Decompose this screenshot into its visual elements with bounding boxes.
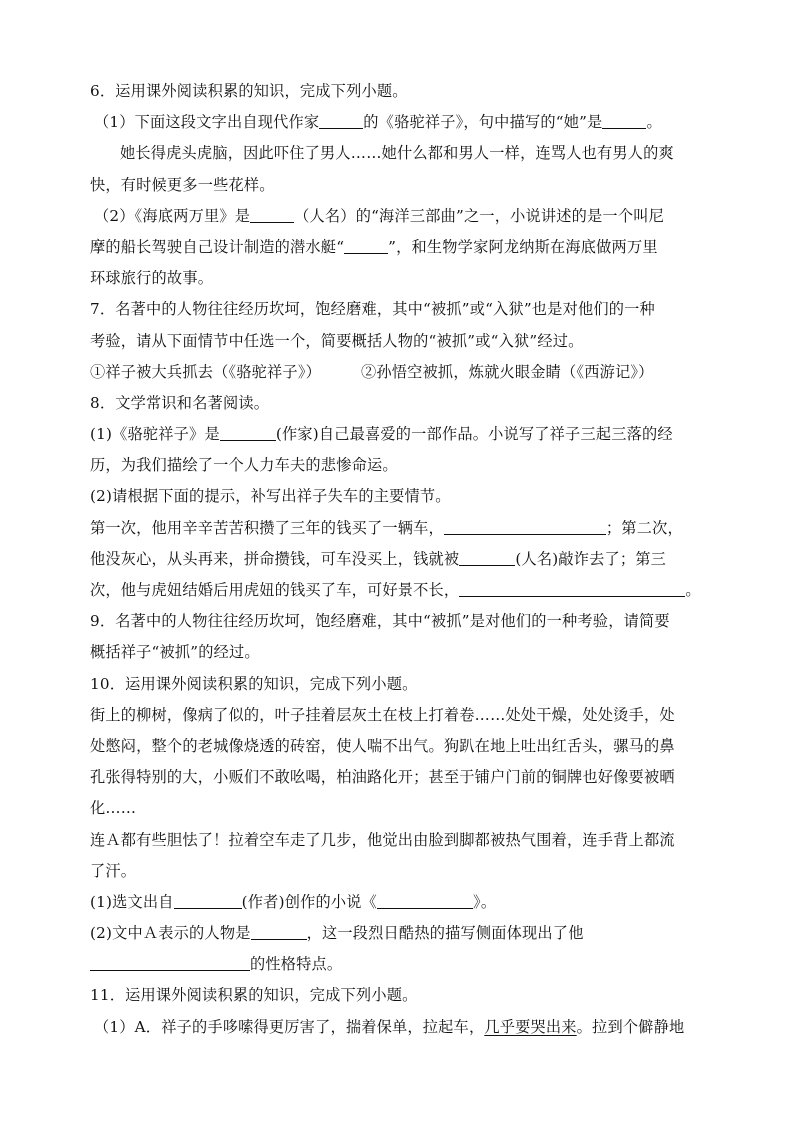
- q6-part2: （2）《海底两万里》是 （人名）的“海洋三部曲”之一，小说讲述的是一个叫尼: [94, 206, 664, 225]
- q10-passage-line: 孔张得特别的大，小贩们不敢吆喝，柏油路化开；甚至于铺户门前的铜牌也好像要被晒: [90, 768, 675, 787]
- answer-blank[interactable]: [174, 892, 242, 909]
- q6-quote-line: 快，有时候更多一些花样。: [90, 175, 275, 194]
- q11-title: 11．运用课外阅读积累的知识，完成下列小题。: [90, 986, 418, 1005]
- q6-title: 6．运用课外阅读积累的知识，完成下列小题。: [90, 82, 408, 100]
- q9-line: 概括祥子“被抓”的经过。: [90, 643, 260, 662]
- q8-title: 8．文学常识和名著阅读。: [90, 393, 270, 412]
- answer-blank[interactable]: [220, 424, 276, 441]
- q6-part1: （1）下面这段文字出自现代作家 的《骆驼祥子》，句中描写的“她”是 。: [94, 113, 662, 132]
- q7-line: 7．名著中的人物往往经历坎坷，饱经磨难，其中“被抓”或“入狱”也是对他们的一种: [90, 300, 655, 319]
- q10-passage-line: 街上的柳树，像病了似的，叶子挂着层灰土在枝上打着卷……处处干燥，处处烫手，处: [90, 705, 675, 724]
- q11-part1: （1）A．祥子的手哆嗦得更厉害了，揣着保单，拉起车，几乎要哭出来。拉到个僻静地: [94, 1017, 685, 1036]
- q8-part1: (1)《骆驼祥子》是 (作家)自己最喜爱的一部作品。小说写了祥子三起三落的经: [90, 425, 673, 444]
- answer-blank[interactable]: [344, 237, 388, 254]
- q8-fill-line: 他没灰心，从头再来，拼命攒钱，可车没买上，钱就被 (人名)敲诈去了；第三: [90, 549, 667, 568]
- answer-blank[interactable]: [250, 206, 294, 223]
- q7-line: 考验，请从下面情节中任选一个，简要概括人物的“被抓”或“入狱”经过。: [90, 331, 584, 350]
- q7-option-2: ②孙悟空被抓，炼就火眼金睛（《西游记》）: [361, 362, 654, 381]
- answer-blank[interactable]: [319, 112, 363, 129]
- q6-quote-line: 她长得虎头虎脑，因此吓住了男人……她什么都和男人一样，连骂人也有男人的爽: [120, 144, 674, 163]
- answer-blank[interactable]: [377, 892, 473, 909]
- q8-fill-line: 次，他与虎妞结婚后用虎妞的钱买了车，可好景不长， 。: [90, 581, 701, 599]
- q6-part2-line: 摩的船长驾驶自己设计制造的潜水艇“ ”，和生物学家阿龙纳斯在海底做两万里: [90, 237, 658, 256]
- answer-blank[interactable]: [251, 923, 307, 940]
- q10-passage-line: 了汗。: [90, 861, 137, 880]
- exam-page: [90, 76, 710, 1043]
- q8-part2: (2)请根据下面的提示，补写出祥子失车的主要情节。: [90, 487, 451, 506]
- answer-blank[interactable]: [90, 954, 250, 971]
- answer-blank[interactable]: [459, 549, 515, 566]
- q8-part1-line: 历，为我们描绘了一个人力车夫的悲惨命运。: [90, 456, 398, 475]
- answer-blank[interactable]: [444, 518, 606, 535]
- q10-passage-line: 化……: [90, 799, 137, 818]
- q9-line: 9．名著中的人物往往经历坎坷，饱经磨难，其中“被抓”是对他们的一种考验，请简要: [90, 612, 670, 631]
- q10-part1: (1)选文出自 (作者)创作的小说《 》。: [90, 892, 497, 911]
- answer-blank[interactable]: [459, 580, 685, 597]
- q10-title: 10．运用课外阅读积累的知识，完成下列小题。: [90, 674, 418, 693]
- answer-blank[interactable]: [602, 112, 646, 129]
- q10-part2-line: 的性格特点。: [90, 949, 710, 980]
- q7-options: [90, 357, 710, 388]
- q10-passage-line: 处憋闷，整个的老城像烧透的砖窑，使人喘不出气。狗趴在地上吐出红舌头，骡马的鼻: [90, 736, 675, 755]
- q10-passage-line: 连Ａ都有些胆怯了！拉着空车走了几步，他觉出由脸到脚都被热气围着，连手背上都流: [90, 830, 675, 849]
- q8-fill-line: 第一次，他用辛辛苦苦积攒了三年的钱买了一辆车， ；第二次，: [90, 518, 683, 537]
- underlined-phrase: 几乎要哭出来: [484, 1017, 577, 1036]
- q10-part2: (2)文中Ａ表示的人物是 ，这一段烈日酷热的描写侧面体现出了他: [90, 924, 584, 943]
- q6-part2-line: 环球旅行的故事。: [90, 269, 214, 288]
- q7-option-1: ①祥子被大兵抓去（《骆驼祥子》）: [90, 362, 321, 381]
